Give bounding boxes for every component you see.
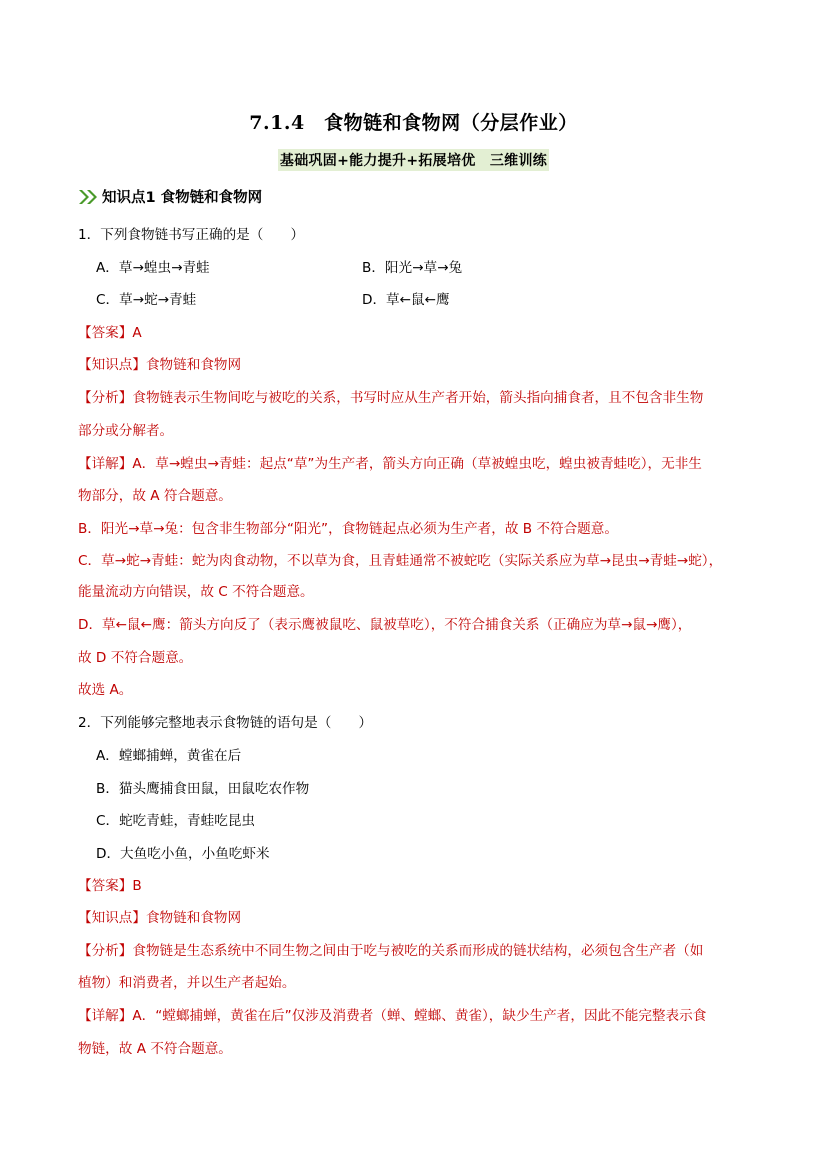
q2-analysis-line1 [78, 941, 703, 961]
document-title: 7.1.4 食物链和食物网（分层作业） [249, 112, 578, 134]
q2-option-b: B．猫头鹰捕食田鼠，田鼠吃农作物 [96, 781, 310, 797]
detail-text: A．“螳螂捕蝉，黄雀在后”仅涉及消费者（蝉、螳螂、黄雀），缺少生产者，因此不能完整表示食 [132, 1008, 707, 1024]
q1-detail-a-line2: 物部分，故 A 符合题意。 [78, 488, 232, 504]
kp-tag: 【知识点】 [78, 357, 146, 373]
analysis-text: 食物链表示生物间吃与被吃的关系，书写时应从生产者开始，箭头指向捕食者，且不包含非生物 [132, 390, 704, 406]
q1-answer [78, 323, 142, 343]
q1-detail-d-line2: 故 D 不符合题意。 [78, 650, 193, 666]
analysis-text: 食物链是生态系统中不同生物之间由于吃与被吃的关系而形成的链状结构，必须包含生产者（如 [132, 943, 704, 959]
detail-tag: 【详解】 [78, 456, 133, 472]
q1-detail-b: B．阳光→草→兔：包含非生物部分“阳光”，食物链起点必须为生产者，故 B 不符合题意。 [78, 521, 618, 537]
q2-option-d: D．大鱼吃小鱼，小鱼吃虾米 [96, 846, 270, 862]
q1-knowledge-point [78, 355, 241, 375]
detail-tag: 【详解】 [78, 1008, 133, 1024]
q2-detail-a-line1 [78, 1006, 706, 1026]
document-subtitle: 基础巩固+能力提升+拓展培优 三维训练 [278, 149, 549, 171]
q2-option-c: C．蛇吃青蛙，青蛙吃昆虫 [96, 813, 256, 829]
q2-option-a: A．螳螂捕蝉，黄雀在后 [96, 748, 242, 764]
q2-analysis-line2: 植物）和消费者，并以生产者起始。 [78, 975, 296, 991]
kp-tag: 【知识点】 [78, 910, 146, 926]
q2-answer [78, 876, 142, 896]
q1-conclusion: 故选 A。 [78, 682, 133, 698]
knowledge-point-heading [78, 186, 262, 207]
kp-value: 食物链和食物网 [145, 357, 242, 373]
subtitle-container [0, 149, 827, 171]
answer-tag: 【答案】 [78, 878, 133, 894]
q2-stem: 2．下列能够完整地表示食物链的语句是（ ） [78, 715, 373, 731]
analysis-tag: 【分析】 [78, 390, 133, 406]
q1-option-b: B．阳光→草→兔 [362, 260, 463, 276]
q1-option-c: C．草→蛇→青蛙 [96, 292, 197, 308]
analysis-tag: 【分析】 [78, 943, 133, 959]
answer-value: B [132, 878, 142, 894]
double-chevron-icon [78, 188, 100, 206]
answer-tag: 【答案】 [78, 325, 133, 341]
q1-analysis-line2: 部分或分解者。 [78, 423, 174, 439]
q1-stem: 1．下列食物链书写正确的是（ ） [78, 227, 305, 243]
detail-text: A．草→蝗虫→青蛙：起点“草”为生产者，箭头方向正确（草被蝗虫吃，蝗虫被青蛙吃），无非生 [132, 456, 702, 472]
kp-value: 食物链和食物网 [145, 910, 242, 926]
q1-detail-c-line1: C．草→蛇→青蛙：蛇为肉食动物，不以草为食，且青蛙通常不被蛇吃（实际关系应为草→昆虫→青蛙→蛇）， [78, 553, 723, 569]
knowledge-point-label: 知识点1 食物链和食物网 [102, 190, 263, 206]
q2-detail-a-line2: 物链，故 A 不符合题意。 [78, 1041, 232, 1057]
q1-detail-a-line1 [78, 454, 702, 474]
q1-detail-c-line2: 能量流动方向错误，故 C 不符合题意。 [78, 584, 314, 600]
q2-knowledge-point [78, 908, 241, 928]
q1-option-a: A．草→蝗虫→青蛙 [96, 260, 210, 276]
q1-analysis-line1 [78, 388, 703, 408]
answer-value: A [132, 325, 142, 341]
q1-detail-d-line1: D．草←鼠←鹰：箭头方向反了（表示鹰被鼠吃、鼠被草吃），不符合捕食关系（正确应为草→鼠→鹰）， [78, 617, 692, 633]
q1-option-d: D．草←鼠←鹰 [362, 292, 450, 308]
